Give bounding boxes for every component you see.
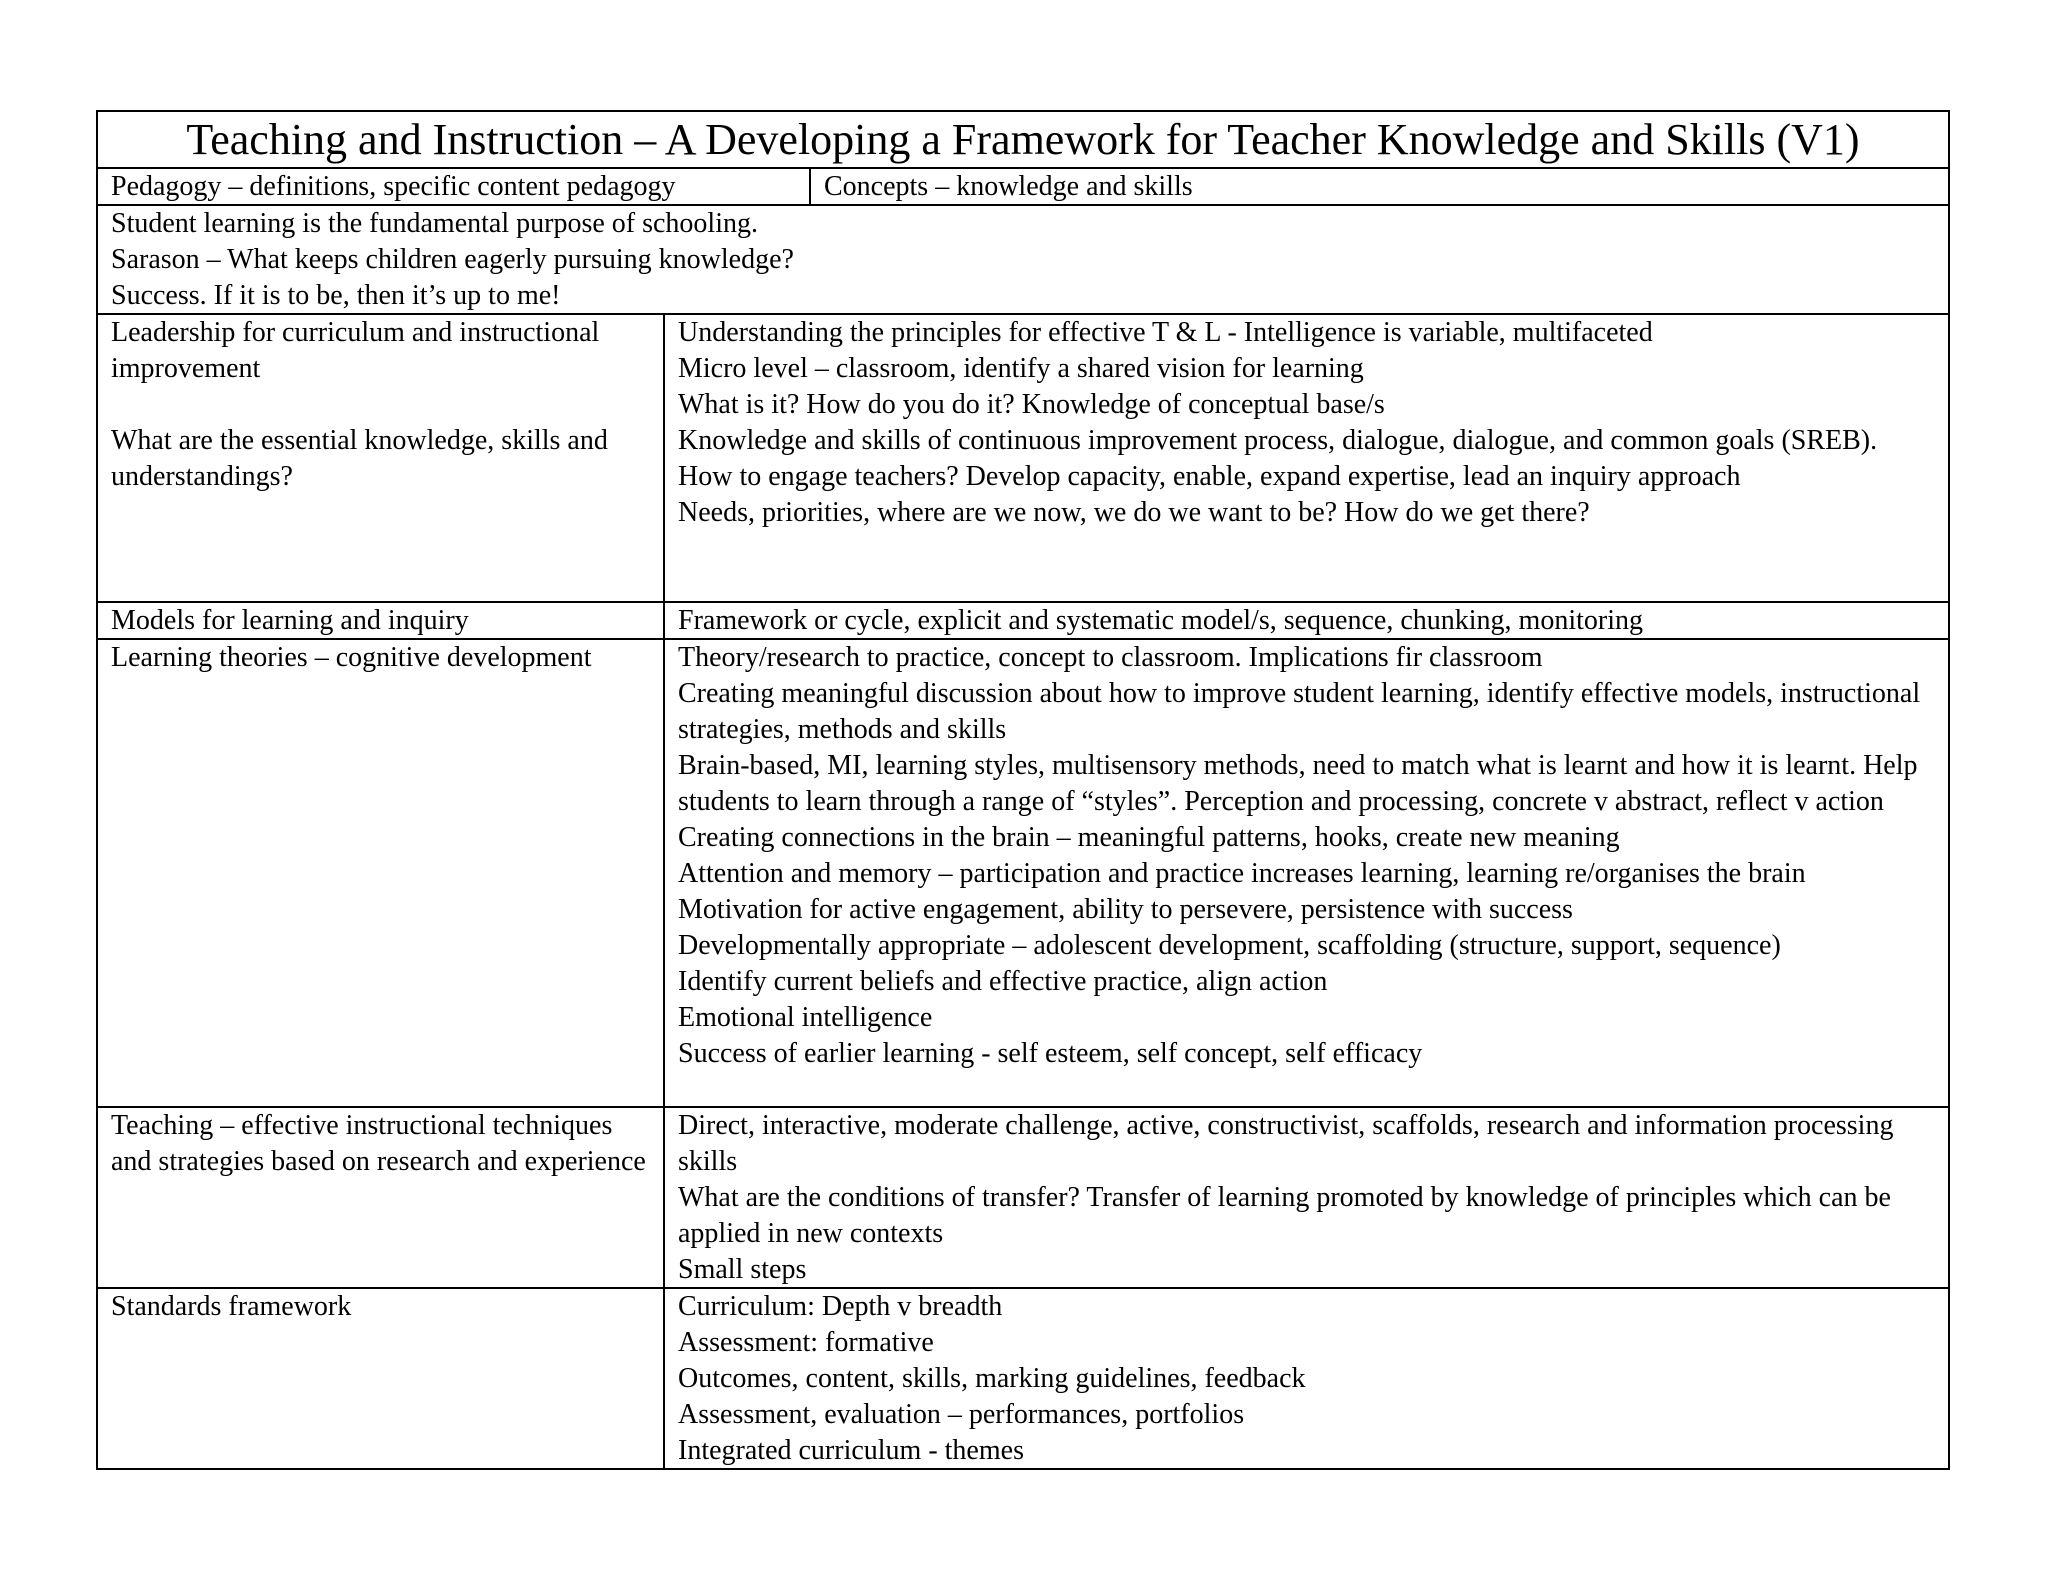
topic-cell xyxy=(98,315,665,601)
concepts-cell xyxy=(665,315,1948,601)
topic-cell: Learning theories – cognitive development xyxy=(98,640,665,1106)
intro-row xyxy=(98,204,1948,313)
intro-line: Student learning is the fundamental purpose of schooling. xyxy=(111,208,758,239)
concept-line: Micro level – classroom, identify a shared vision for learning xyxy=(678,353,1364,384)
concept-line: Creating connections in the brain – meaningful patterns, hooks, create new meaning xyxy=(678,822,1620,853)
concept-line: Framework or cycle, explicit and systematic model/s, sequence, chunking, monitoring xyxy=(678,605,1643,636)
concept-line: Assessment, evaluation – performances, portfolios xyxy=(678,1399,1245,1430)
intro-line: Sarason – What keeps children eagerly pursuing knowledge? xyxy=(111,244,794,275)
topic-question: What are the essential knowledge, skills and understandings? xyxy=(111,425,608,492)
topic-cell: Models for learning and inquiry xyxy=(98,603,665,638)
concept-line: What is it? How do you do it? Knowledge of conceptual base/s xyxy=(678,389,1385,420)
intro-line: Success. If it is to be, then it’s up to me! xyxy=(111,280,561,311)
table-row-learning-theories xyxy=(98,638,1948,1106)
concept-line: Small steps xyxy=(678,1254,807,1285)
concept-line: Knowledge and skills of continuous improvement process, dialogue, dialogue, and common goals (SREB). How to engage teachers? Develop capacity, enable, expand expertise, lead an inquiry approach xyxy=(678,425,1878,492)
concept-line: Integrated curriculum - themes xyxy=(678,1435,1024,1466)
concept-line: Emotional intelligence xyxy=(678,1002,933,1033)
concept-line: Motivation for active engagement, ability to persevere, persistence with success xyxy=(678,894,1573,925)
concept-line: What are the conditions of transfer? Transfer of learning promoted by knowledge of principles which can be applied in new contexts xyxy=(678,1182,1891,1249)
table-row-standards xyxy=(98,1287,1948,1468)
table-row-models xyxy=(98,601,1948,638)
header-concepts: Concepts – knowledge and skills xyxy=(824,171,1193,202)
topic-cell: Teaching – effective instructional techniques and strategies based on research and experience xyxy=(98,1108,665,1287)
concept-line: Curriculum: Depth v breadth xyxy=(678,1291,1003,1322)
concepts-cell xyxy=(665,640,1948,1106)
concept-line: Direct, interactive, moderate challenge, active, constructivist, scaffolds, research and information processing skills xyxy=(678,1110,1894,1177)
header-pedagogy: Pedagogy – definitions, specific content pedagogy xyxy=(98,169,811,204)
concepts-cell xyxy=(665,603,1948,638)
topic-cell: Standards framework xyxy=(98,1289,665,1468)
concept-line: Needs, priorities, where are we now, we do we want to be? How do we get there? xyxy=(678,497,1590,528)
concept-line: Theory/research to practice, concept to classroom. Implications fir classroom xyxy=(678,642,1543,673)
concept-line: Understanding the principles for effective T & L - Intelligence is variable, multifaceted xyxy=(678,317,1653,348)
concept-line: Attention and memory – participation and practice increases learning, learning re/organises the brain xyxy=(678,858,1806,889)
concept-line: Brain-based, MI, learning styles, multisensory methods, need to match what is learnt and how it is learnt. Help students to learn through a range of “styles”. Perception and processing, concrete v abstract, reflect v action xyxy=(678,750,1918,817)
concept-line: Creating meaningful discussion about how to improve student learning, identify effective models, instructional strategies, methods and skills xyxy=(678,678,1921,745)
concept-line: Success of earlier learning - self esteem, self concept, self efficacy xyxy=(678,1038,1423,1069)
framework-table xyxy=(96,110,1950,1470)
topic-text: Leadership for curriculum and instructional improvement xyxy=(111,317,600,384)
table-row-leadership xyxy=(98,313,1948,601)
concept-line: Assessment: formative xyxy=(678,1327,934,1358)
concepts-cell xyxy=(665,1289,1948,1468)
concept-line: Outcomes, content, skills, marking guidelines, feedback xyxy=(678,1363,1306,1394)
concept-line: Developmentally appropriate – adolescent development, scaffolding (structure, support, sequence) xyxy=(678,930,1781,961)
header-row xyxy=(98,167,1948,204)
intro-cell xyxy=(98,206,1948,313)
table-row-teaching xyxy=(98,1106,1948,1287)
document-title: Teaching and Instruction – A Developing a Framework for Teacher Knowledge and Skills (V1) xyxy=(186,114,1860,164)
concepts-cell xyxy=(665,1108,1948,1287)
concept-line: Identify current beliefs and effective practice, align action xyxy=(678,966,1328,997)
